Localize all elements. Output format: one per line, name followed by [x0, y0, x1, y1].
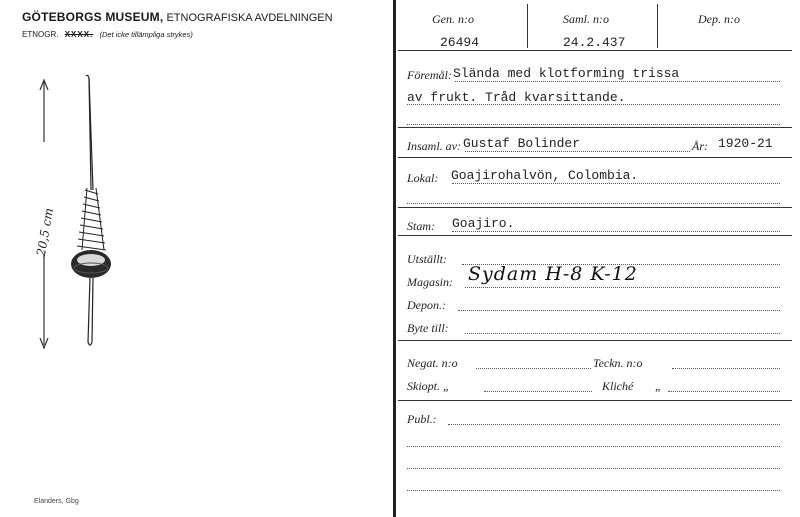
lokal-label: Lokal: [407, 171, 439, 185]
dotted-line [476, 368, 591, 369]
lokal-value: Goajirohalvön, Colombia. [451, 168, 639, 183]
struck-text: XXXX. [64, 30, 94, 39]
dotted-line [458, 310, 780, 311]
publ-label: Publ.: [407, 412, 437, 426]
col-divider-2 [657, 4, 658, 48]
etnogr-label: ETNOGR. [22, 30, 59, 39]
dotted-line [407, 490, 780, 491]
dotted-line [452, 183, 780, 184]
section-rule [398, 235, 792, 236]
utstallt-label: Utställt: [407, 252, 448, 266]
department-name: ETNOGRAFISKA AVDELNINGEN [166, 12, 333, 24]
skiopt-label: Skiopt. „ [407, 379, 450, 393]
museum-header [22, 10, 333, 24]
dotted-line [407, 124, 780, 125]
dep-label: Dep. n:o [698, 12, 740, 26]
dotted-line [465, 151, 690, 152]
measurement-label: 20,5 cm [33, 206, 57, 258]
foremal-line-1: Slända med klotforming trissa [453, 66, 680, 81]
foremal-line-2: av frukt. Tråd kvarsittande. [407, 90, 626, 105]
foremal-label: Föremål: [407, 68, 452, 82]
dotted-line [465, 287, 780, 288]
quote-mark: „ [655, 379, 662, 393]
depon-label: Depon.: [407, 298, 446, 312]
strike-note: (Det icke tillämpliga strykes) [99, 30, 193, 39]
section-rule [398, 340, 792, 341]
dotted-line [672, 368, 780, 369]
dotted-line [465, 333, 780, 334]
saml-label: Saml. n:o [563, 12, 609, 26]
gen-value: 26494 [440, 35, 480, 50]
magasin-label: Magasin: [407, 275, 453, 289]
col-divider-1 [527, 4, 528, 48]
section-rule [398, 400, 792, 401]
dotted-line [407, 104, 780, 105]
magasin-value: Sydam H-8 K-12 [468, 263, 638, 285]
teckn-label: Teckn. n:o [593, 356, 643, 370]
stam-label: Stam: [407, 219, 435, 233]
dotted-line [484, 391, 592, 392]
museum-name: GÖTEBORGS MUSEUM, [22, 10, 164, 24]
negat-label: Negat. n:o [407, 356, 458, 370]
spindle-whorl [71, 250, 111, 278]
stam-value: Goajiro. [452, 216, 515, 231]
dotted-line [452, 231, 780, 232]
section-rule [398, 157, 792, 158]
dotted-line [668, 391, 780, 392]
spindle-shaft [86, 75, 93, 345]
ar-label: År: [692, 139, 708, 153]
card-divider [393, 0, 396, 517]
dotted-line [407, 446, 780, 447]
insaml-label: Insaml. av: [407, 139, 461, 153]
dotted-line [455, 81, 780, 82]
dotted-line [407, 203, 780, 204]
dotted-line [407, 468, 780, 469]
thread-wrap [77, 188, 106, 250]
byte-label: Byte till: [407, 321, 449, 335]
dotted-line [448, 424, 780, 425]
ar-value: 1920-21 [718, 136, 773, 151]
kliche-label: Kliché [602, 379, 634, 393]
section-rule [398, 207, 792, 208]
printer-imprint: Elanders, Gbg [34, 498, 79, 505]
gen-label: Gen. n:o [432, 12, 474, 26]
header-rule [398, 50, 792, 51]
insaml-value: Gustaf Bolinder [463, 136, 581, 151]
etnogr-line [22, 30, 193, 39]
saml-value: 24.2.437 [563, 35, 626, 50]
section-rule [398, 127, 792, 128]
